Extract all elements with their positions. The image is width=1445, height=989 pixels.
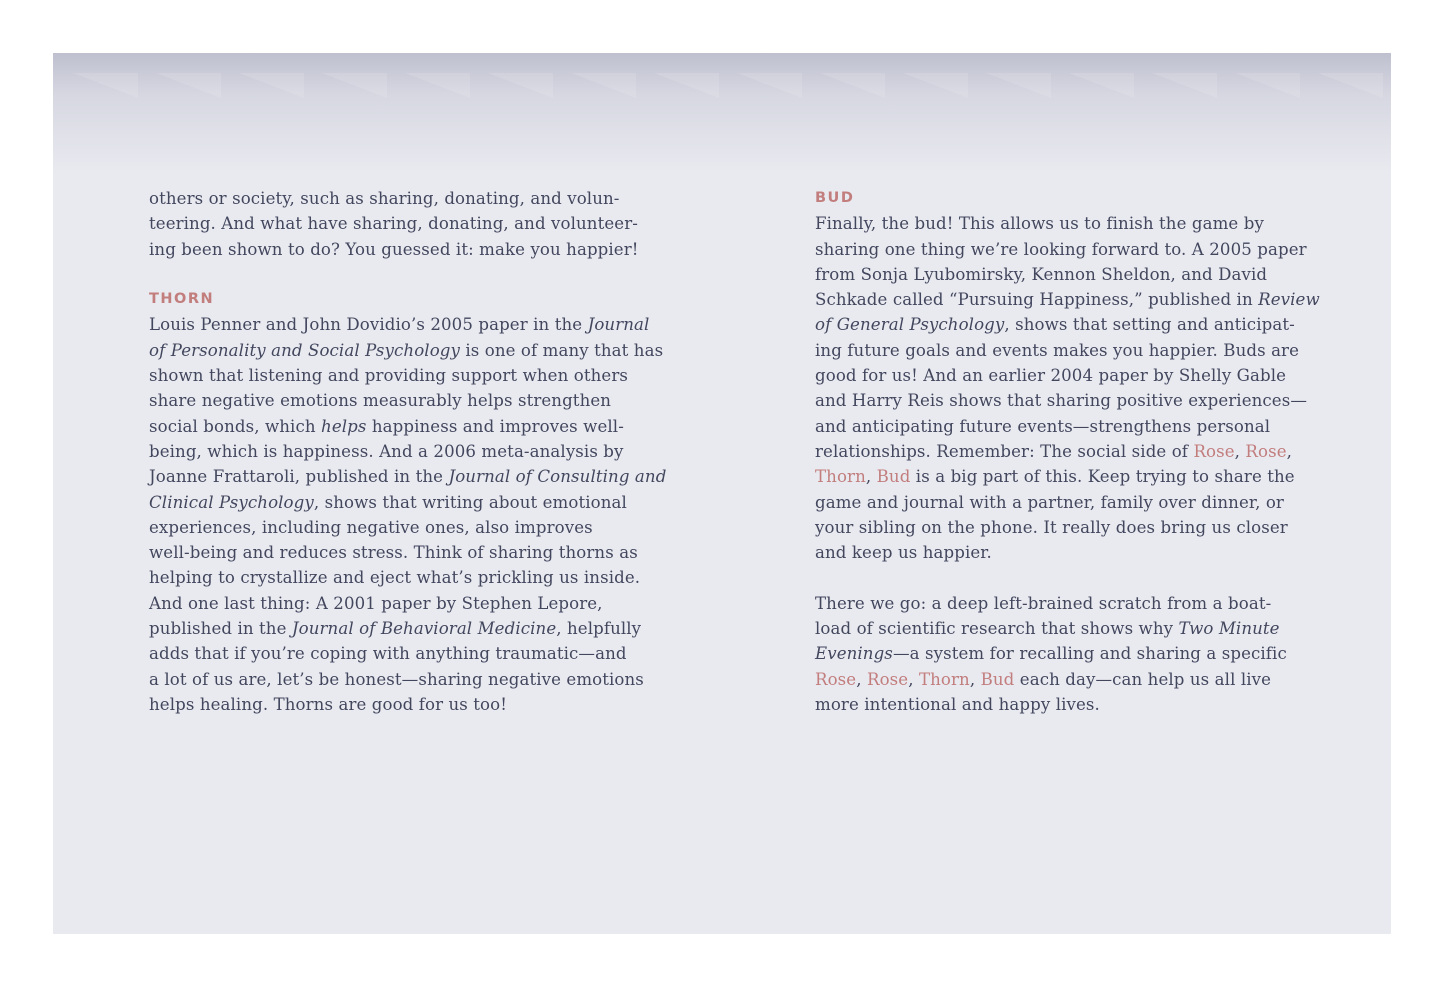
text-line: published in the Journal of Behavioral Medicine, helpfully bbox=[149, 619, 642, 639]
text-line: helps healing. Thorns are good for us too! bbox=[149, 694, 508, 714]
text-line: Evenings—a system for recalling and sharing a specific bbox=[815, 644, 1287, 664]
text-line: Louis Penner and John Dovidio’s 2005 paper in the Journal bbox=[149, 315, 650, 335]
thorn-term: Thorn bbox=[815, 467, 866, 487]
text-line: well-being and reduces stress. Think of sharing thorns as bbox=[149, 543, 638, 563]
bud-term: Bud bbox=[876, 467, 911, 487]
text-line: from Sonja Lyubomirsky, Kennon Sheldon, and David bbox=[815, 264, 1268, 284]
journal-title: of General Psychology bbox=[815, 315, 1005, 335]
text-line: relationships. Remember: The social side of Rose, Rose, bbox=[815, 441, 1293, 461]
rose-term: Rose bbox=[866, 669, 909, 689]
book-spread bbox=[53, 53, 1391, 934]
journal-title: Clinical Psychology bbox=[149, 492, 314, 512]
decorative-header-band bbox=[53, 53, 1391, 173]
text-line: share negative emotions measurably helps strengthen bbox=[149, 391, 612, 411]
text-line: load of scientific research that shows why Two Minute bbox=[815, 619, 1280, 639]
text-line: And one last thing: A 2001 paper by Stephen Lepore, bbox=[149, 593, 603, 613]
text-line: and keep us happier. bbox=[815, 543, 992, 563]
text-line: Clinical Psychology, shows that writing about emotional bbox=[149, 492, 627, 512]
text-line: Thorn, Bud is a big part of this. Keep trying to share the bbox=[815, 467, 1295, 487]
text-line: of Personality and Social Psychology is one of many that has bbox=[149, 340, 664, 360]
paragraph-gap bbox=[149, 262, 639, 287]
thorn-term: Thorn bbox=[918, 669, 970, 689]
text-line: adds that if you’re coping with anything traumatic—and bbox=[149, 644, 627, 664]
text-line: experiences, including negative ones, also improves bbox=[149, 517, 593, 537]
text-line: ing been shown to do? You guessed it: make you happier! bbox=[149, 239, 639, 259]
rose-term: Rose bbox=[1193, 441, 1235, 461]
journal-title: Journal bbox=[587, 315, 650, 335]
text-line: teering. And what have sharing, donating, and volunteer- bbox=[149, 214, 638, 234]
text-line: and Harry Reis shows that sharing positive experiences— bbox=[815, 391, 1308, 411]
bud-term: Bud bbox=[980, 669, 1015, 689]
header-pattern bbox=[53, 53, 1391, 113]
journal-title: Journal of Behavioral Medicine bbox=[291, 619, 557, 639]
book-title: Evenings bbox=[815, 644, 893, 664]
text-line: good for us! And an earlier 2004 paper by Shelly Gable bbox=[815, 366, 1287, 386]
paragraph-gap bbox=[815, 565, 1305, 590]
text-line: helping to crystallize and eject what’s prickling us inside. bbox=[149, 568, 641, 588]
text-line: There we go: a deep left-brained scratch from a boat- bbox=[815, 593, 1272, 613]
text-line: and anticipating future events—strengthens personal bbox=[815, 416, 1271, 436]
emphasis: helps bbox=[321, 416, 367, 436]
text-line: a lot of us are, let’s be honest—sharing negative emotions bbox=[149, 669, 644, 689]
text-line: Joanne Frattaroli, published in the Journal of Consulting and bbox=[149, 467, 667, 487]
text-line: Schkade called “Pursuing Happiness,” published in Review bbox=[815, 290, 1320, 310]
text-line: your sibling on the phone. It really does bring us closer bbox=[815, 517, 1288, 537]
text-line: more intentional and happy lives. bbox=[815, 694, 1100, 714]
section-heading-thorn: THORN bbox=[149, 291, 215, 308]
text-line: game and journal with a partner, family over dinner, or bbox=[815, 492, 1284, 512]
rose-term: Rose bbox=[815, 669, 857, 689]
section-heading-bud: BUD bbox=[815, 190, 855, 206]
text-line: Rose, Rose, Thorn, Bud each day—can help us all live bbox=[815, 669, 1272, 689]
text-line: shown that listening and providing support when others bbox=[149, 366, 628, 386]
book-title: Two Minute bbox=[1178, 619, 1280, 639]
journal-title: of Personality and Social Psychology bbox=[149, 340, 460, 360]
right-column bbox=[815, 186, 1320, 717]
text-line: others or society, such as sharing, donating, and volun- bbox=[149, 189, 620, 208]
text-line: social bonds, which helps happiness and improves well- bbox=[149, 416, 624, 436]
text-line: Finally, the bud! This allows us to finish the game by bbox=[815, 214, 1264, 234]
text-line: sharing one thing we’re looking forward to. A 2005 paper bbox=[815, 239, 1307, 259]
rose-term: Rose bbox=[1245, 441, 1287, 461]
text-line: ing future goals and events makes you happier. Buds are bbox=[815, 340, 1300, 360]
text-line: being, which is happiness. And a 2006 meta-analysis by bbox=[149, 441, 624, 461]
left-column bbox=[149, 186, 667, 717]
text-line: of General Psychology, shows that setting and anticipat- bbox=[815, 315, 1295, 335]
journal-title: Review bbox=[1258, 290, 1320, 310]
journal-title: Journal of Consulting and bbox=[448, 467, 667, 487]
